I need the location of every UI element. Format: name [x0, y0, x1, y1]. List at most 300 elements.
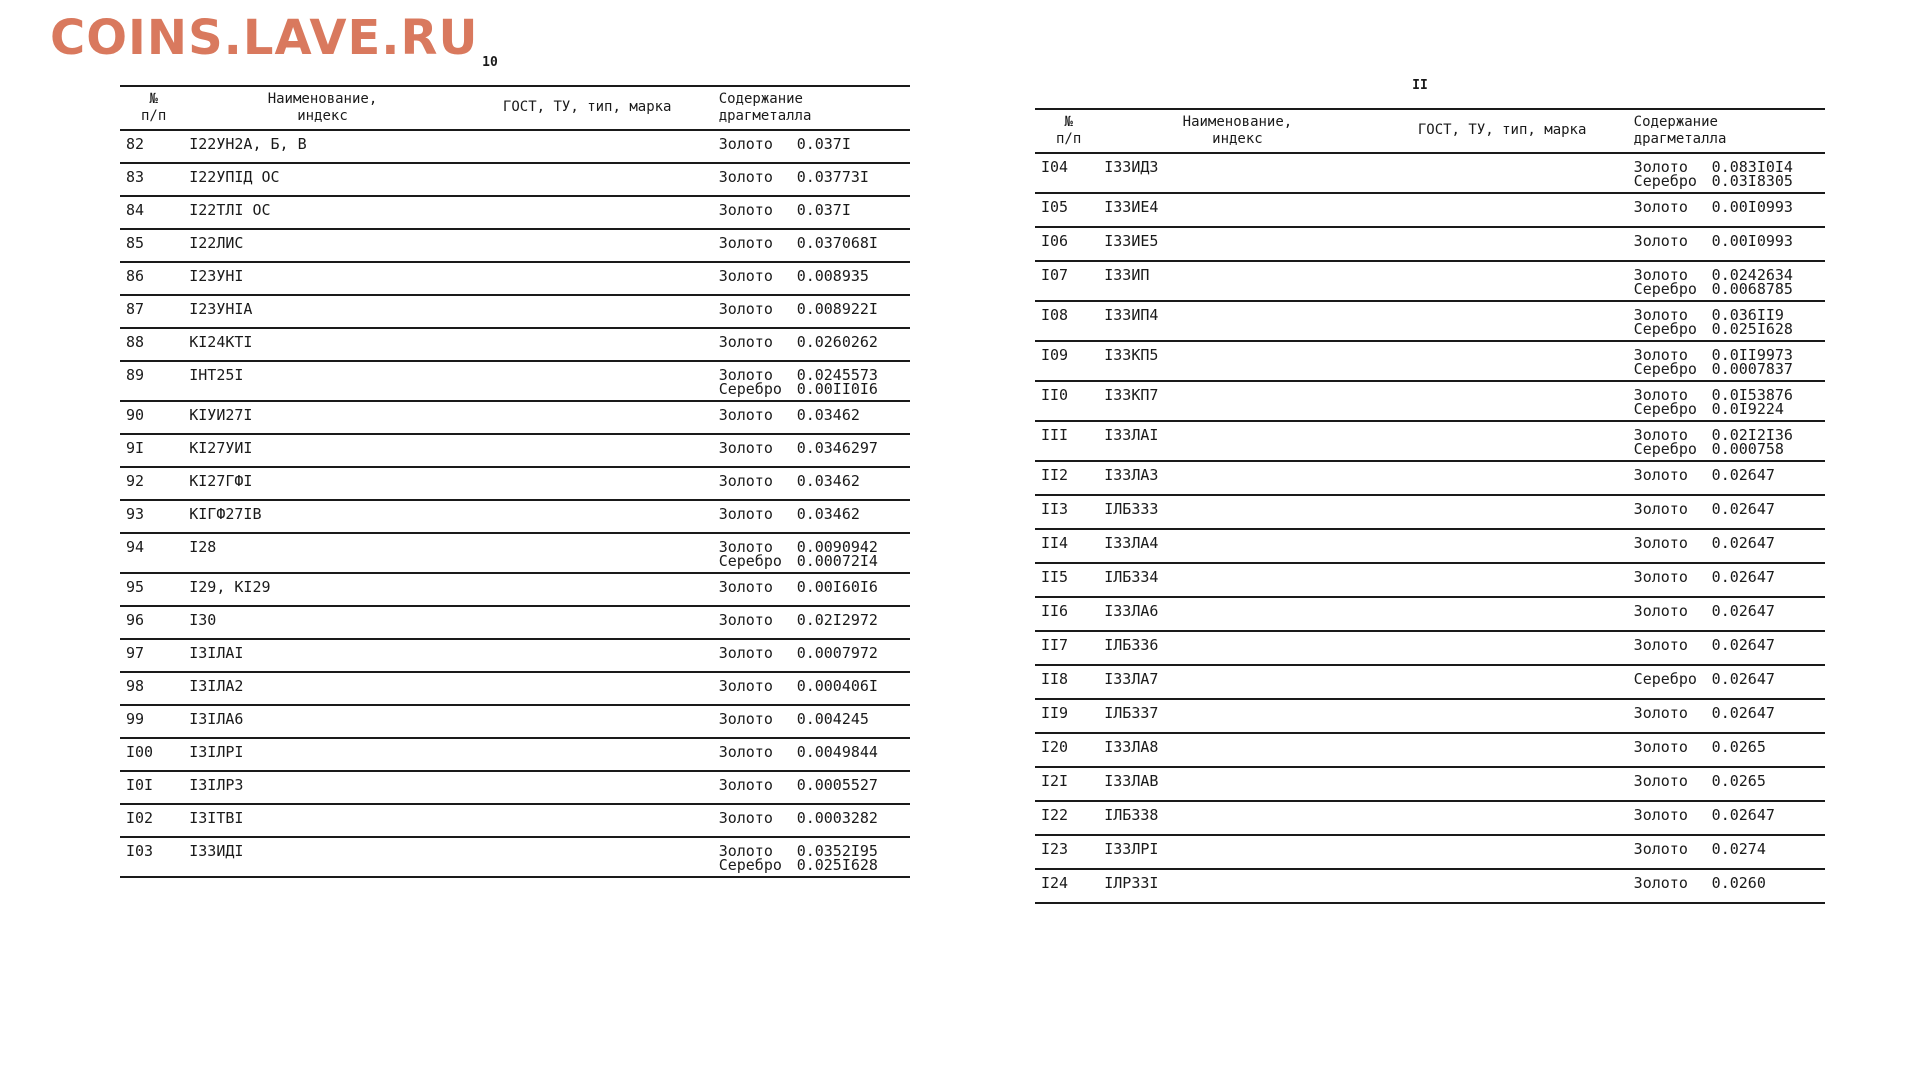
row-number: 99 — [126, 710, 145, 728]
metal-value: 0.02647 — [1711, 534, 1775, 552]
row-gost — [1373, 227, 1632, 261]
row-gost — [458, 837, 717, 877]
row-gost — [1373, 381, 1632, 421]
header-content — [717, 86, 910, 130]
metal-name: Золото — [718, 300, 773, 318]
metal-line — [719, 507, 908, 521]
row-number: 86 — [126, 267, 145, 285]
metal-line — [1634, 362, 1823, 376]
table-row — [1035, 341, 1825, 381]
metal-value: 0.0005527 — [796, 776, 878, 794]
row-metal-content — [1632, 381, 1825, 421]
header-content-line2: драгметалла — [718, 108, 812, 124]
row-name: I33ИД3 — [1104, 158, 1159, 176]
metal-line — [1634, 808, 1823, 822]
metal-name: Золото — [1633, 772, 1688, 790]
metal-line — [719, 269, 908, 283]
metal-value: 0.02647 — [1711, 806, 1775, 824]
row-metal-content — [1632, 869, 1825, 903]
metal-line — [1634, 402, 1823, 416]
row-metal-content — [1632, 767, 1825, 801]
row-name: I22ТЛI ОС — [189, 201, 271, 219]
row-name: IЛР33I — [1104, 874, 1159, 892]
metal-name: Золото — [718, 538, 773, 556]
metal-line — [1634, 200, 1823, 214]
header-content — [1632, 109, 1825, 153]
row-number: II9 — [1041, 704, 1069, 722]
metal-value: 0.0274 — [1711, 840, 1766, 858]
row-name: I33ЛАI — [1104, 426, 1159, 444]
metal-line — [719, 679, 908, 693]
metal-name: Золото — [1633, 346, 1688, 364]
table-row — [120, 401, 910, 434]
metal-name: Золото — [1633, 466, 1688, 484]
row-gost — [1373, 461, 1632, 495]
row-metal-content — [717, 771, 910, 804]
metal-value: 0.0346297 — [796, 439, 878, 457]
row-metal-content — [717, 837, 910, 877]
header-number-symbol: № — [149, 91, 158, 107]
site-watermark: COINS.LAVE.RU — [50, 10, 479, 66]
row-gost — [1373, 341, 1632, 381]
row-gost — [458, 328, 717, 361]
row-gost — [458, 639, 717, 672]
metal-value: 0.00I0993 — [1711, 198, 1793, 216]
metal-name: Золото — [718, 578, 773, 596]
row-name: I3IЛА6 — [189, 710, 244, 728]
row-name: I33ИДI — [189, 842, 244, 860]
header-number-abbr: п/п — [140, 108, 167, 124]
row-gost — [458, 467, 717, 500]
header-gost: ГОСТ, ТУ, тип, марка — [1417, 122, 1587, 138]
page-number: 10 — [482, 55, 498, 70]
metal-line — [719, 811, 908, 825]
row-number: 93 — [126, 505, 145, 523]
page-number: II — [1412, 78, 1428, 93]
metal-value: 0.02647 — [1711, 602, 1775, 620]
metal-value: 0.0265 — [1711, 772, 1766, 790]
header-row — [120, 86, 910, 130]
table-row — [120, 500, 910, 533]
row-number: 90 — [126, 406, 145, 424]
row-metal-content — [1632, 529, 1825, 563]
row-name: I3IЛА2 — [189, 677, 244, 695]
row-metal-content — [1632, 227, 1825, 261]
metal-value: 0.02I2972 — [796, 611, 878, 629]
row-name: I33ЛА6 — [1104, 602, 1159, 620]
row-metal-content — [1632, 153, 1825, 193]
table-row — [120, 639, 910, 672]
metal-value: 0.0265 — [1711, 738, 1766, 756]
metal-value: 0.03I8305 — [1711, 172, 1793, 190]
metal-name: Золото — [1633, 568, 1688, 586]
metal-value: 0.025I628 — [796, 856, 878, 874]
header-name-line2: индекс — [1212, 131, 1263, 147]
metal-name: Золото — [1633, 306, 1688, 324]
row-gost — [458, 295, 717, 328]
row-gost — [1373, 563, 1632, 597]
table-row — [120, 196, 910, 229]
metal-line — [1634, 604, 1823, 618]
metal-name: Золото — [718, 439, 773, 457]
row-metal-content — [717, 705, 910, 738]
row-number: II2 — [1041, 466, 1069, 484]
metal-name: Золото — [1633, 840, 1688, 858]
row-name: I33ИП — [1104, 266, 1150, 284]
metal-value: 0.0II9973 — [1711, 346, 1793, 364]
metal-line — [1634, 740, 1823, 754]
header-number — [120, 86, 187, 130]
metal-value: 0.037068I — [796, 234, 878, 252]
row-name: I3IЛАI — [189, 644, 244, 662]
table-row — [1035, 153, 1825, 193]
metal-value: 0.00072I4 — [796, 552, 878, 570]
row-metal-content — [717, 130, 910, 163]
metal-value: 0.02I2I36 — [1711, 426, 1793, 444]
row-name: КI24КТI — [189, 333, 253, 351]
row-gost — [458, 262, 717, 295]
metal-value: 0.02647 — [1711, 670, 1775, 688]
metal-value: 0.0242634 — [1711, 266, 1793, 284]
row-gost — [458, 130, 717, 163]
metal-line — [719, 712, 908, 726]
row-gost — [458, 738, 717, 771]
table-row — [1035, 835, 1825, 869]
row-gost — [1373, 421, 1632, 461]
metal-value: 0.008935 — [796, 267, 869, 285]
row-gost — [1373, 733, 1632, 767]
metal-name: Золото — [718, 234, 773, 252]
table-row — [120, 705, 910, 738]
row-name: КIУИ27I — [189, 406, 253, 424]
row-metal-content — [1632, 597, 1825, 631]
table-row — [1035, 495, 1825, 529]
metal-value: 0.0352I95 — [796, 842, 878, 860]
row-metal-content — [717, 163, 910, 196]
row-number: II5 — [1041, 568, 1069, 586]
metal-line — [719, 745, 908, 759]
metal-line — [719, 778, 908, 792]
row-number: I0I — [126, 776, 154, 794]
row-name: I22УПIД ОС — [189, 168, 280, 186]
row-name: I30 — [189, 611, 217, 629]
metal-value: 0.0068785 — [1711, 280, 1793, 298]
metal-name: Золото — [1633, 874, 1688, 892]
table-row — [120, 837, 910, 877]
row-number: I24 — [1041, 874, 1069, 892]
metal-name: Золото — [718, 776, 773, 794]
header-content-line2: драгметалла — [1633, 131, 1727, 147]
metal-line — [719, 613, 908, 627]
row-metal-content — [717, 229, 910, 262]
row-name: IЛБ336 — [1104, 636, 1159, 654]
metal-value: 0.0I53876 — [1711, 386, 1793, 404]
row-metal-content — [1632, 733, 1825, 767]
row-gost — [1373, 631, 1632, 665]
metal-line — [719, 858, 908, 872]
metal-value: 0.004245 — [796, 710, 869, 728]
table-row — [1035, 421, 1825, 461]
row-number: II6 — [1041, 602, 1069, 620]
metal-line — [719, 441, 908, 455]
metal-name: Золото — [1633, 426, 1688, 444]
row-name: I33ИП4 — [1104, 306, 1159, 324]
row-name: КI27УИI — [189, 439, 253, 457]
row-metal-content — [1632, 193, 1825, 227]
metal-name: Золото — [1633, 232, 1688, 250]
metal-name: Серебро — [718, 380, 782, 398]
metal-line — [1634, 502, 1823, 516]
table-row — [120, 771, 910, 804]
row-gost — [1373, 261, 1632, 301]
metal-line — [719, 170, 908, 184]
row-name: IЛБ334 — [1104, 568, 1159, 586]
row-number: 92 — [126, 472, 145, 490]
metal-name: Золото — [1633, 738, 1688, 756]
metal-line — [1634, 672, 1823, 686]
table-row — [120, 295, 910, 328]
row-name: I3IЛРI — [189, 743, 244, 761]
row-metal-content — [717, 434, 910, 467]
row-number: I09 — [1041, 346, 1069, 364]
metal-name: Серебро — [718, 552, 782, 570]
row-gost — [458, 771, 717, 804]
row-number: 85 — [126, 234, 145, 252]
row-name: IЛБ333 — [1104, 500, 1159, 518]
metal-name: Золото — [1633, 266, 1688, 284]
metal-value: 0.037I — [796, 201, 851, 219]
metals-table — [1035, 108, 1825, 904]
table-row — [120, 573, 910, 606]
metal-line — [719, 408, 908, 422]
row-gost — [458, 500, 717, 533]
row-metal-content — [1632, 261, 1825, 301]
row-metal-content — [717, 467, 910, 500]
metal-line — [1634, 570, 1823, 584]
row-gost — [1373, 699, 1632, 733]
metal-value: 0.03462 — [796, 406, 860, 424]
row-gost — [458, 573, 717, 606]
metal-name: Золото — [1633, 602, 1688, 620]
metal-line — [1634, 282, 1823, 296]
row-metal-content — [1632, 801, 1825, 835]
header-name-line1: Наименование, — [267, 91, 378, 107]
metal-value: 0.00I60I6 — [796, 578, 878, 596]
metal-name: Золото — [718, 611, 773, 629]
row-number: 88 — [126, 333, 145, 351]
metal-name: Золото — [718, 366, 773, 384]
metal-value: 0.000758 — [1711, 440, 1784, 458]
row-name: I33ЛА3 — [1104, 466, 1159, 484]
header-number-abbr: п/п — [1055, 131, 1082, 147]
metal-line — [1634, 706, 1823, 720]
metal-line — [719, 554, 908, 568]
metal-value: 0.00I0993 — [1711, 232, 1793, 250]
row-name: I33ЛА4 — [1104, 534, 1159, 552]
row-gost — [458, 196, 717, 229]
metal-name: Золото — [1633, 158, 1688, 176]
row-gost — [1373, 767, 1632, 801]
header-content-line1: Содержание — [718, 91, 803, 107]
row-metal-content — [717, 672, 910, 705]
metal-name: Серебро — [1633, 172, 1697, 190]
metal-name: Золото — [718, 135, 773, 153]
table-row — [1035, 227, 1825, 261]
row-gost — [1373, 597, 1632, 631]
metal-value: 0.025I628 — [1711, 320, 1793, 338]
metal-name: Золото — [1633, 806, 1688, 824]
table-header — [1035, 109, 1825, 153]
metal-name: Золото — [718, 842, 773, 860]
row-name: I22ЛИС — [189, 234, 244, 252]
row-number: I22 — [1041, 806, 1069, 824]
table-row — [1035, 381, 1825, 421]
row-number: II0 — [1041, 386, 1069, 404]
row-name: IНТ25I — [189, 366, 244, 384]
row-number: 84 — [126, 201, 145, 219]
metal-name: Серебро — [1633, 360, 1697, 378]
row-name: I28 — [189, 538, 217, 556]
metal-name: Золото — [718, 644, 773, 662]
row-metal-content — [717, 639, 910, 672]
metal-line — [1634, 442, 1823, 456]
metal-name: Золото — [1633, 534, 1688, 552]
row-metal-content — [717, 295, 910, 328]
row-number: 9I — [126, 439, 145, 457]
table-row — [120, 672, 910, 705]
metal-line — [1634, 638, 1823, 652]
metal-name: Золото — [1633, 636, 1688, 654]
row-number: 82 — [126, 135, 145, 153]
row-metal-content — [1632, 495, 1825, 529]
table-row — [120, 361, 910, 401]
metal-value: 0.03462 — [796, 472, 860, 490]
metal-name: Серебро — [1633, 280, 1697, 298]
metal-value: 0.000406I — [796, 677, 878, 695]
row-name: КIГФ27IВ — [189, 505, 262, 523]
metal-line — [1634, 774, 1823, 788]
row-name: I33ЛАВ — [1104, 772, 1159, 790]
row-name: I22УН2А, Б, В — [189, 135, 307, 153]
table-row — [120, 467, 910, 500]
metal-name: Золото — [718, 168, 773, 186]
metal-line — [1634, 174, 1823, 188]
metal-name: Золото — [1633, 386, 1688, 404]
row-name: I3IТВI — [189, 809, 244, 827]
metal-value: 0.0260262 — [796, 333, 878, 351]
metal-name: Серебро — [1633, 320, 1697, 338]
row-gost — [1373, 665, 1632, 699]
row-name: I33ИЕ5 — [1104, 232, 1159, 250]
metal-value: 0.02647 — [1711, 704, 1775, 722]
row-metal-content — [717, 738, 910, 771]
table-row — [120, 434, 910, 467]
table-row — [120, 606, 910, 639]
row-name: IЛБ338 — [1104, 806, 1159, 824]
table-row — [1035, 733, 1825, 767]
metal-value: 0.0090942 — [796, 538, 878, 556]
row-number: I02 — [126, 809, 154, 827]
row-metal-content — [1632, 341, 1825, 381]
metal-name: Серебро — [718, 856, 782, 874]
metal-name: Золото — [718, 406, 773, 424]
row-metal-content — [1632, 461, 1825, 495]
metal-line — [719, 335, 908, 349]
metal-line — [1634, 536, 1823, 550]
row-gost — [458, 672, 717, 705]
table-header — [120, 86, 910, 130]
row-name: I33ЛА8 — [1104, 738, 1159, 756]
row-number: I03 — [126, 842, 154, 860]
row-number: I06 — [1041, 232, 1069, 250]
metal-value: 0.02647 — [1711, 500, 1775, 518]
metals-table — [120, 85, 910, 878]
row-name: I33ЛРI — [1104, 840, 1159, 858]
metal-name: Серебро — [1633, 400, 1697, 418]
row-number: I07 — [1041, 266, 1069, 284]
row-gost — [1373, 301, 1632, 341]
row-name: I33ИЕ4 — [1104, 198, 1159, 216]
table-row — [1035, 631, 1825, 665]
row-name: I23УНI — [189, 267, 244, 285]
metal-value: 0.00II0I6 — [796, 380, 878, 398]
table-row — [1035, 301, 1825, 341]
metal-name: Золото — [718, 201, 773, 219]
table-row — [1035, 767, 1825, 801]
row-number: I00 — [126, 743, 154, 761]
header-name-line2: индекс — [297, 108, 348, 124]
table-body — [120, 130, 910, 877]
metal-line — [1634, 876, 1823, 890]
metal-line — [719, 382, 908, 396]
row-metal-content — [1632, 301, 1825, 341]
row-number: I05 — [1041, 198, 1069, 216]
table-row — [120, 804, 910, 837]
metal-name: Золото — [718, 710, 773, 728]
row-name: I33ЛА7 — [1104, 670, 1159, 688]
metal-line — [1634, 468, 1823, 482]
table-row — [120, 163, 910, 196]
table-row — [120, 738, 910, 771]
row-gost — [1373, 495, 1632, 529]
metal-name: Золото — [718, 267, 773, 285]
table-body — [1035, 153, 1825, 903]
row-gost — [1373, 529, 1632, 563]
metal-value: 0.0049844 — [796, 743, 878, 761]
row-number: II4 — [1041, 534, 1069, 552]
metal-value: 0.03773I — [796, 168, 869, 186]
row-number: I2I — [1041, 772, 1069, 790]
metal-value: 0.0260 — [1711, 874, 1766, 892]
row-gost — [1373, 801, 1632, 835]
row-metal-content — [1632, 699, 1825, 733]
row-name: I33КП7 — [1104, 386, 1159, 404]
metal-name: Золото — [718, 472, 773, 490]
metal-name: Золото — [1633, 500, 1688, 518]
table-row — [1035, 597, 1825, 631]
metal-value: 0.0003282 — [796, 809, 878, 827]
metal-value: 0.036II9 — [1711, 306, 1784, 324]
row-metal-content — [717, 804, 910, 837]
table-row — [1035, 801, 1825, 835]
row-gost — [1373, 869, 1632, 903]
row-metal-content — [1632, 835, 1825, 869]
metal-value: 0.037I — [796, 135, 851, 153]
metal-value: 0.0007972 — [796, 644, 878, 662]
row-metal-content — [717, 533, 910, 573]
metal-value: 0.0I9224 — [1711, 400, 1784, 418]
row-metal-content — [1632, 665, 1825, 699]
